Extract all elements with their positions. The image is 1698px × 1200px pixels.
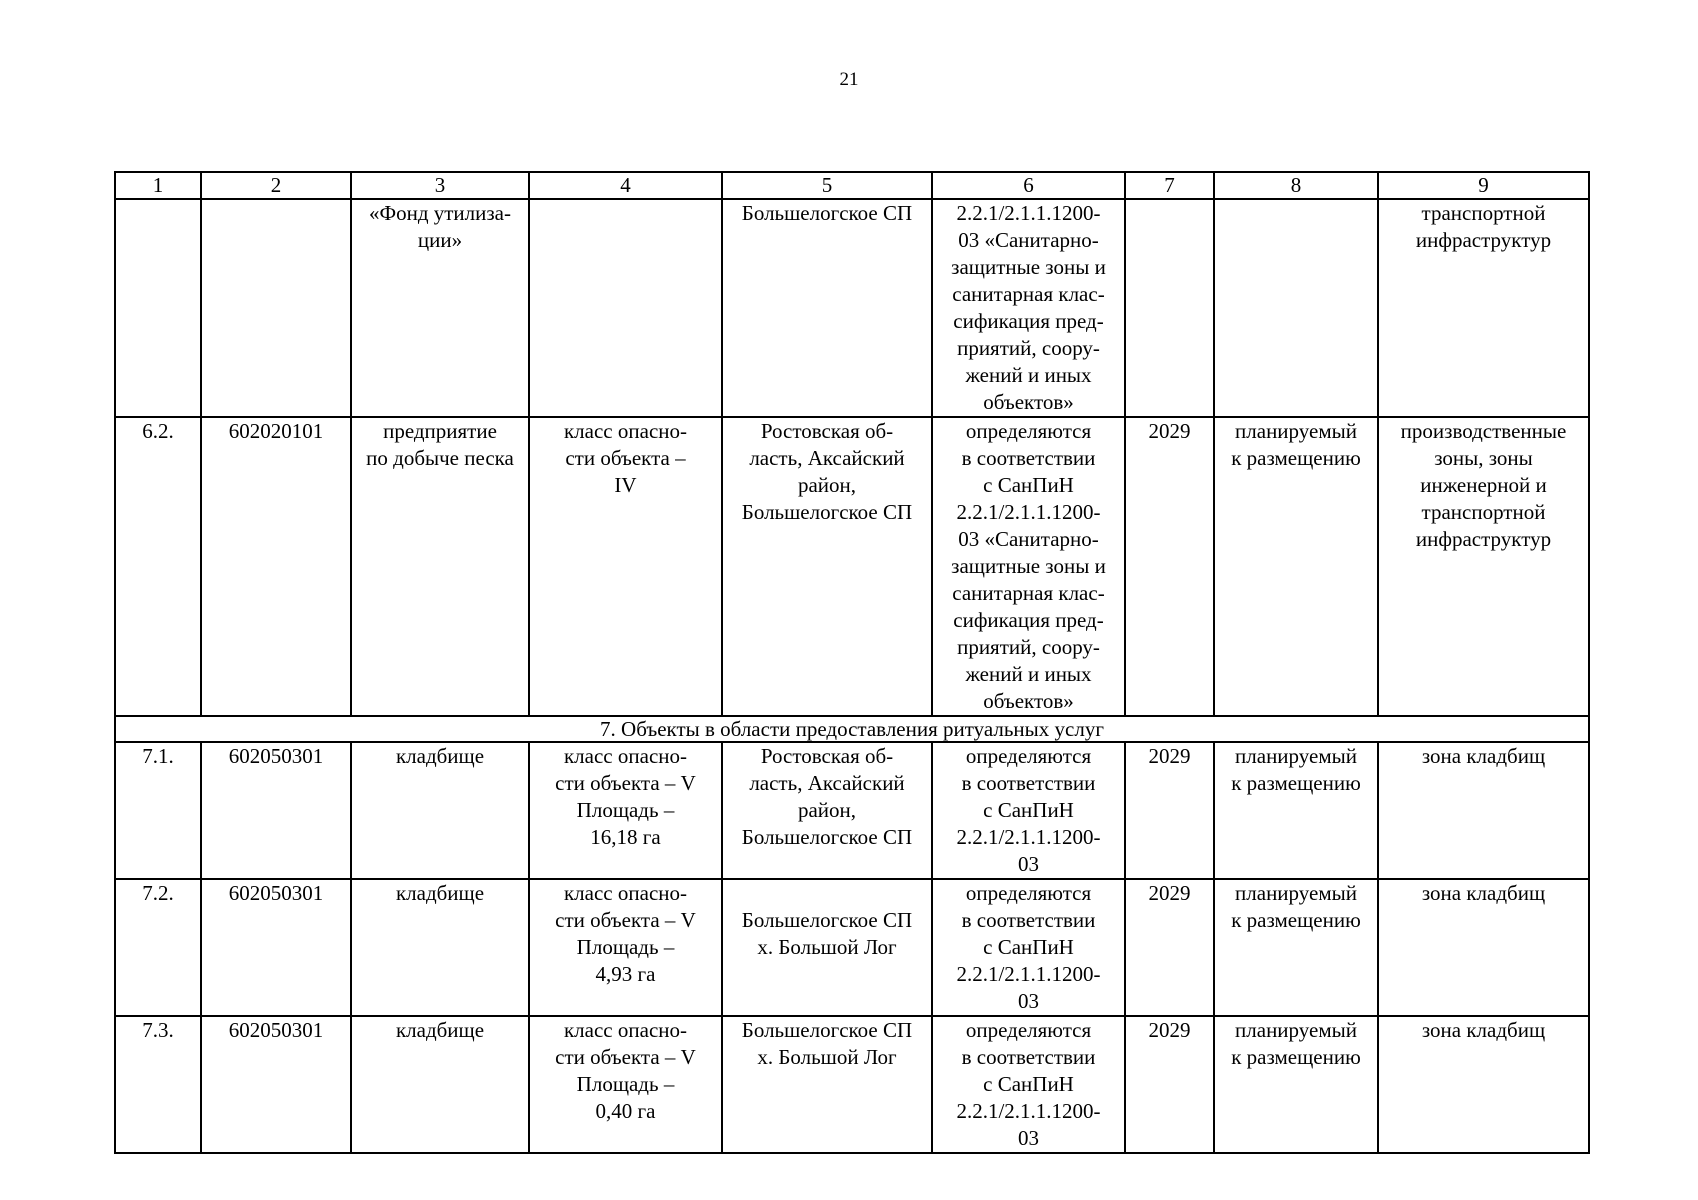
cell-status: [1214, 199, 1378, 417]
cell-characteristics: [529, 199, 722, 417]
cell-zone-rules: определяются в соответствии с СанПиН 2.2.1/2.1.1.1200- 03 «Санитарно- защитные зоны и санитарная клас- сификация пред- приятий, соору- жений и иных объектов»: [932, 417, 1125, 716]
objects-table: [114, 171, 1590, 1154]
cell-number: 6.2.: [115, 417, 201, 716]
cell-zone-rules: определяются в соответствии с СанПиН 2.2.1/2.1.1.1200- 03: [932, 879, 1125, 1016]
section-title: 7. Объекты в области предоставления ритуальных услуг: [115, 716, 1589, 742]
cell-number: 7.1.: [115, 742, 201, 879]
column-number: 4: [529, 172, 722, 199]
cell-characteristics: класс опасно- сти объекта – IV: [529, 417, 722, 716]
cell-zone-rules: 2.2.1/2.1.1.1200- 03 «Санитарно- защитные зоны и санитарная клас- сификация пред- приятий, соору- жений и иных объектов»: [932, 199, 1125, 417]
cell-zone-rules: определяются в соответствии с СанПиН 2.2.1/2.1.1.1200- 03: [932, 1016, 1125, 1153]
column-number: 7: [1125, 172, 1214, 199]
cell-status: планируемый к размещению: [1214, 742, 1378, 879]
cell-year: 2029: [1125, 1016, 1214, 1153]
cell-status: планируемый к размещению: [1214, 417, 1378, 716]
cell-zone: зона кладбищ: [1378, 1016, 1589, 1153]
column-number: 8: [1214, 172, 1378, 199]
cell-year: 2029: [1125, 742, 1214, 879]
cell-zone: зона кладбищ: [1378, 742, 1589, 879]
cell-year: [1125, 199, 1214, 417]
cell-location: Большелогское СП х. Большой Лог: [722, 879, 932, 1016]
cell-year: 2029: [1125, 417, 1214, 716]
table-row: [115, 742, 1589, 879]
column-number: 6: [932, 172, 1125, 199]
table-row: [115, 199, 1589, 417]
cell-location: Ростовская об- ласть, Аксайский район, Большелогское СП: [722, 417, 932, 716]
cell-zone: производственные зоны, зоны инженерной и транспортной инфраструктур: [1378, 417, 1589, 716]
column-number-row: [115, 172, 1589, 199]
cell-object: «Фонд утилиза- ции»: [351, 199, 529, 417]
cell-object: предприятие по добыче песка: [351, 417, 529, 716]
cell-zone: транспортной инфраструктур: [1378, 199, 1589, 417]
cell-characteristics: класс опасно- сти объекта – V Площадь – 16,18 га: [529, 742, 722, 879]
cell-number: 7.2.: [115, 879, 201, 1016]
table-row: [115, 879, 1589, 1016]
cell-zone-rules: определяются в соответствии с СанПиН 2.2.1/2.1.1.1200- 03: [932, 742, 1125, 879]
cell-location: Ростовская об- ласть, Аксайский район, Большелогское СП: [722, 742, 932, 879]
cell-location: Большелогское СП: [722, 199, 932, 417]
cell-status: планируемый к размещению: [1214, 1016, 1378, 1153]
cell-status: планируемый к размещению: [1214, 879, 1378, 1016]
cell-number: [115, 199, 201, 417]
cell-number: 7.3.: [115, 1016, 201, 1153]
column-number: 5: [722, 172, 932, 199]
column-number: 2: [201, 172, 351, 199]
cell-zone: зона кладбищ: [1378, 879, 1589, 1016]
cell-object: кладбище: [351, 1016, 529, 1153]
cell-code: 602050301: [201, 1016, 351, 1153]
column-number: 1: [115, 172, 201, 199]
cell-object: кладбище: [351, 742, 529, 879]
cell-location: Большелогское СП х. Большой Лог: [722, 1016, 932, 1153]
cell-characteristics: класс опасно- сти объекта – V Площадь – 4,93 га: [529, 879, 722, 1016]
cell-year: 2029: [1125, 879, 1214, 1016]
cell-code: 602050301: [201, 742, 351, 879]
section-row: [115, 716, 1589, 742]
cell-characteristics: класс опасно- сти объекта – V Площадь – 0,40 га: [529, 1016, 722, 1153]
cell-code: 602020101: [201, 417, 351, 716]
table-row: [115, 417, 1589, 716]
column-number: 3: [351, 172, 529, 199]
table-body: [115, 172, 1589, 1153]
cell-object: кладбище: [351, 879, 529, 1016]
column-number: 9: [1378, 172, 1589, 199]
table-row: [115, 1016, 1589, 1153]
cell-code: [201, 199, 351, 417]
page-number: 21: [839, 69, 859, 90]
cell-code: 602050301: [201, 879, 351, 1016]
